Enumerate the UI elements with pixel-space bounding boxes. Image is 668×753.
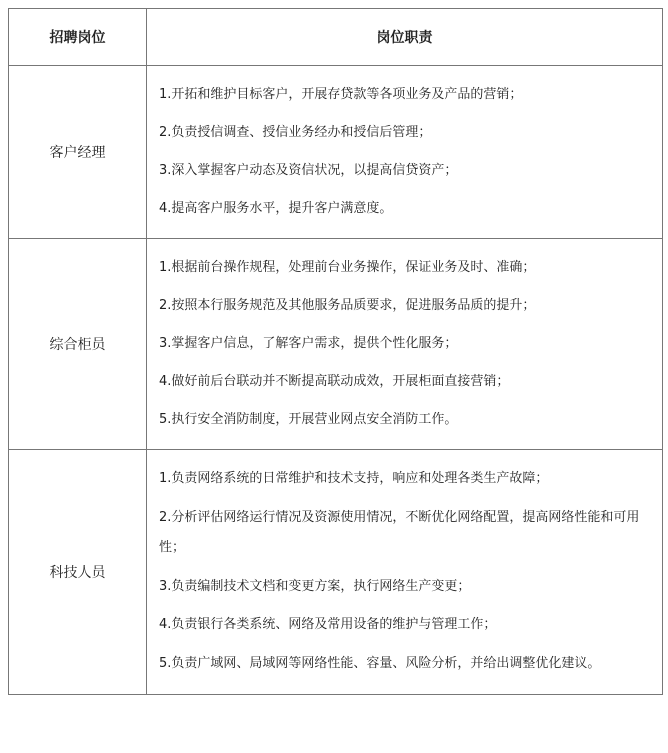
duty-item: 4.做好前后台联动并不断提高联动成效，开展柜面直接营销； — [159, 374, 510, 389]
duties-cell — [147, 66, 663, 239]
duties-cell — [147, 239, 663, 450]
duty-item: 2.负责授信调查、授信业务经办和授信后管理； — [159, 125, 432, 140]
duty-item: 1.开拓和维护目标客户，开展存贷款等各项业务及产品的营销； — [159, 87, 523, 102]
duty-item: 3.负责编制技术文档和变更方案，执行网络生产变更； — [159, 579, 471, 594]
header-row — [9, 9, 663, 66]
duty-item: 2.分析评估网络运行情况及资源使用情况，不断优化网络配置，提高网络性能和可用性； — [159, 510, 640, 555]
duty-item: 4.负责银行各类系统、网络及常用设备的维护与管理工作； — [159, 617, 497, 632]
position-title: 综合柜员 — [9, 239, 147, 450]
header-position: 招聘岗位 — [9, 9, 147, 66]
recruitment-table — [8, 8, 663, 695]
duty-item: 5.负责广域网、局域网等网络性能、容量、风险分析，并给出调整优化建议。 — [159, 656, 601, 671]
duty-item: 2.按照本行服务规范及其他服务品质要求，促进服务品质的提升； — [159, 298, 536, 313]
header-duties: 岗位职责 — [147, 9, 663, 66]
table-row — [9, 239, 663, 450]
table-row — [9, 450, 663, 695]
duty-item: 3.深入掌握客户动态及资信状况，以提高信贷资产； — [159, 163, 458, 178]
table-row — [9, 66, 663, 239]
duty-item: 1.根据前台操作规程，处理前台业务操作，保证业务及时、准确； — [159, 260, 536, 275]
position-title: 科技人员 — [9, 450, 147, 695]
duty-item: 5.执行安全消防制度，开展营业网点安全消防工作。 — [159, 412, 458, 427]
duty-item: 1.负责网络系统的日常维护和技术支持，响应和处理各类生产故障； — [159, 471, 549, 486]
duties-cell — [147, 450, 663, 695]
duty-item: 4.提高客户服务水平，提升客户满意度。 — [159, 201, 393, 216]
position-title: 客户经理 — [9, 66, 147, 239]
duty-item: 3.掌握客户信息，了解客户需求，提供个性化服务； — [159, 336, 458, 351]
